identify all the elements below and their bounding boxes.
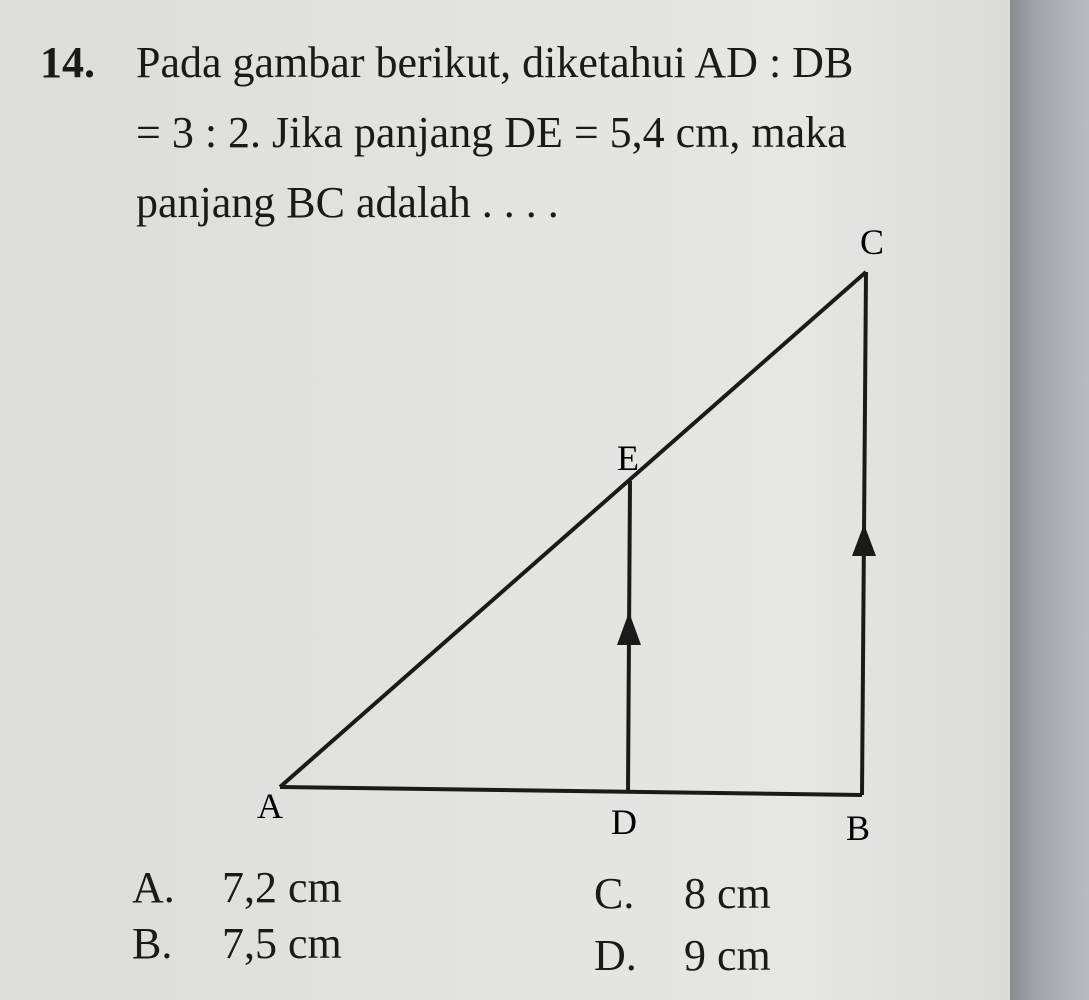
option-d[interactable] — [594, 930, 771, 981]
option-a-letter: A. — [132, 863, 175, 912]
option-c-text: 8 cm — [684, 869, 771, 918]
label-d: D — [611, 802, 637, 842]
label-e: E — [617, 438, 639, 478]
parallel-arrow-bc-icon — [852, 524, 876, 556]
question-line-1: Pada gambar berikut, diketahui AD : DB — [136, 38, 854, 87]
option-d-letter: D. — [594, 931, 637, 980]
line-ab — [280, 787, 862, 795]
option-c[interactable] — [594, 868, 771, 919]
option-a[interactable] — [132, 862, 342, 913]
question-line-2: = 3 : 2. Jika panjang DE = 5,4 cm, maka — [136, 108, 847, 157]
option-b[interactable] — [132, 918, 342, 969]
question-line-3: panjang BC adalah . . . . — [136, 178, 559, 227]
option-c-letter: C. — [594, 869, 635, 918]
option-b-letter: B. — [132, 919, 173, 968]
label-a: A — [257, 786, 283, 826]
label-b: B — [845, 808, 871, 848]
parallel-arrow-de-icon — [617, 612, 641, 645]
option-d-text: 9 cm — [684, 931, 771, 980]
question-number: 14. — [40, 38, 95, 87]
line-ac — [280, 272, 866, 787]
option-b-text: 7,5 cm — [222, 919, 342, 968]
option-a-text: 7,2 cm — [222, 863, 342, 912]
label-c: C — [859, 222, 885, 262]
